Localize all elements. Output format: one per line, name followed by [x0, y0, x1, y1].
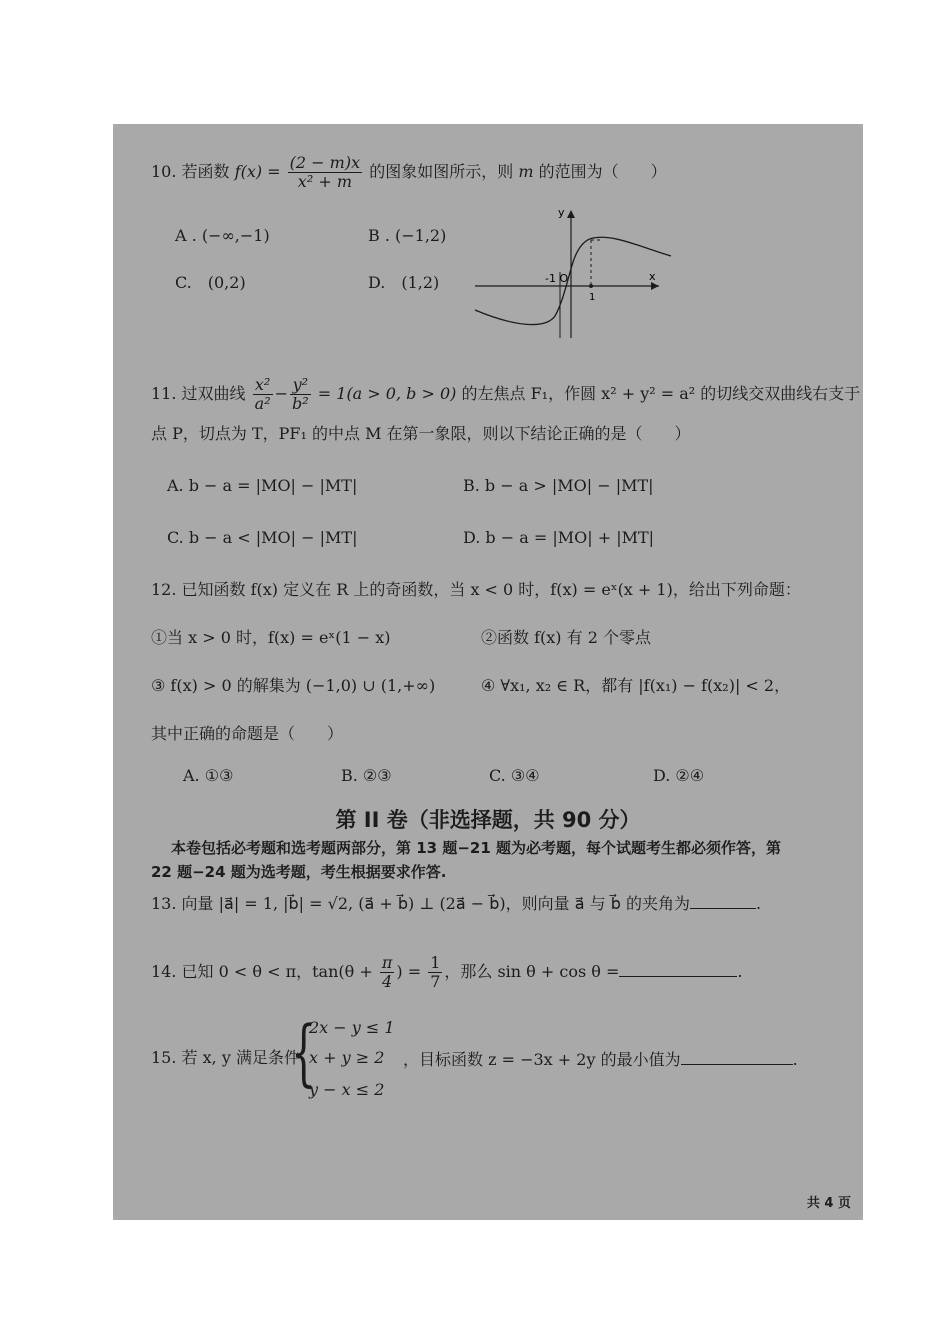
q12-proposition-2: ②函数 f(x) 有 2 个零点 [481, 628, 651, 647]
x-axis-arrow [651, 282, 659, 290]
q11-stem-line1: 11. 过双曲线 $\frac{\text{x²}}{\text{a²}}$ − $\frac{\text{y²}}{\text{b²}}$ = 1(a > 0, b > 0) 的左焦点 F₁，作圆 x² + y² = a² 的切线交双曲线右支于 [151, 375, 861, 413]
exam-page [113, 124, 863, 1220]
x-label: x [649, 270, 656, 283]
q15-system-brace: { [291, 1010, 317, 1094]
y-label: y [558, 206, 565, 219]
origin-label: -1 O [545, 272, 569, 285]
section-2-title: 第 II 卷（非选择题，共 90 分） [335, 808, 641, 832]
q15-answer-blank[interactable] [681, 1048, 793, 1065]
q11-stem-line2: 点 P，切点为 T，PF₁ 的中点 M 在第一象限，则以下结论正确的是（ ） [151, 424, 691, 443]
q11-option-d: D. b − a = |MO| + |MT| [463, 528, 655, 547]
section-2-intro-line2: 22 题−24 题为选考题，考生根据要求作答. [151, 863, 447, 881]
section-2-intro-line1: 本卷包括必考题和选考题两部分，第 13 题−21 题为必考题，每个试题考生都必须作答，第 [171, 839, 781, 857]
q10-stem: 10. 若函数 f(x) = $\frac{(2 - m)x}{\text{x² + m}}$ 的图象如图所示，则 m 的范围为（ ） [151, 153, 667, 191]
q11-option-c: C. b − a < |MO| − |MT| [167, 528, 358, 547]
q11-option-b: B. b − a > |MO| − |MT| [463, 476, 654, 495]
q15-constraint-1: 2x − y ≤ 1 [309, 1018, 395, 1037]
q14-stem: 14. 已知 0 < θ < π，tan(θ + $\frac{\pi}{4}$ ) = $\frac{1}{7}$ ，那么 sin θ + cos θ = . [151, 953, 743, 991]
one-label: 1 [589, 292, 596, 303]
page-count: 共 4 页 [806, 1196, 851, 1211]
q10-option-b: B . (−1,2) [368, 226, 447, 245]
q10-option-d: D. (1,2) [368, 273, 440, 292]
q10-option-c: C. (0,2) [175, 273, 246, 292]
q12-proposition-3: ③ f(x) > 0 的解集为 (−1,0) ∪ (1,+∞) [151, 676, 436, 695]
q11-number: 11. [151, 384, 177, 403]
q10-number: 10. [151, 162, 177, 181]
q12-option-b: B. ②③ [341, 766, 392, 785]
q12-proposition-1: ①当 x > 0 时，f(x) = eˣ(1 − x) [151, 628, 391, 647]
point-one [589, 284, 593, 288]
q12-stem: 12. 已知函数 f(x) 定义在 R 上的奇函数，当 x < 0 时，f(x) = eˣ(x + 1)，给出下列命题： [151, 580, 801, 599]
q12-option-d: D. ②④ [653, 766, 705, 785]
q15-constraint-3: y − x ≤ 2 [309, 1080, 385, 1099]
y-axis-arrow [567, 210, 575, 218]
q12-proposition-4: ④ ∀x₁, x₂ ∈ R，都有 |f(x₁) − f(x₂)| < 2， [481, 676, 791, 695]
q13-answer-blank[interactable] [690, 892, 756, 909]
q15-post: ，目标函数 z = −3x + 2y 的最小值为 . [403, 1050, 798, 1069]
q10-function-graph [473, 202, 673, 342]
q10-fraction: $\frac{(2 - m)x}{\text{x² + m}}$ [289, 153, 361, 191]
q10-option-a: A . (−∞,−1) [175, 226, 270, 245]
q12-question: 其中正确的命题是（ ） [151, 724, 344, 743]
q14-answer-blank[interactable] [619, 960, 737, 977]
q13-stem: 13. 向量 |a⃗| = 1, |b⃗| = √2, (a⃗ + b⃗) ⊥ (2a⃗ − b⃗)，则向量 a⃗ 与 b⃗ 的夹角为 . [151, 894, 762, 913]
q12-option-a: A. ①③ [183, 766, 234, 785]
q12-option-c: C. ③④ [489, 766, 540, 785]
q15-constraint-2: x + y ≥ 2 [309, 1048, 385, 1067]
q15-pre: 15. 若 x, y 满足条件 [151, 1048, 300, 1067]
q11-option-a: A. b − a = |MO| − |MT| [167, 476, 358, 495]
function-curve [475, 237, 671, 324]
